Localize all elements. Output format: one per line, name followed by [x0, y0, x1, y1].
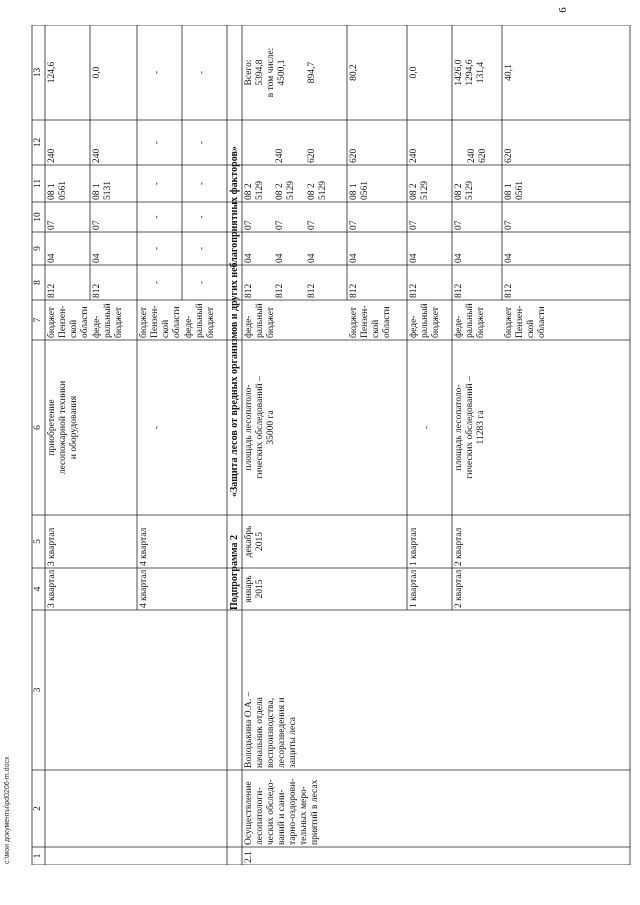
cell-c8: 812: [409, 283, 419, 298]
col-header-13: 13: [33, 67, 43, 78]
cell-c10: 07: [92, 220, 102, 230]
cell-c13: -: [152, 70, 162, 75]
cell-c4: 1 квартал: [409, 569, 419, 608]
col-header-11: 11: [33, 178, 43, 189]
table-grid: [27, 25, 637, 865]
cell-c9: 04: [92, 253, 102, 263]
cell-c4: январь 2015: [244, 575, 265, 603]
cell-c7: бюджет Пензен- ской области: [47, 305, 90, 338]
cell-c8: -: [197, 280, 207, 285]
cell-c12: 620: [504, 148, 514, 163]
col-header-10: 10: [33, 212, 43, 222]
col-header-5: 5: [33, 539, 43, 544]
cell-c8: 812: [47, 283, 57, 298]
cell-c7: бюджет Пензен- ской области: [504, 305, 547, 338]
cell-c13: 40,1: [504, 64, 514, 81]
cell-c12: 240 620: [467, 148, 488, 163]
cell-c7: феде- ральный бюджет: [92, 303, 124, 338]
cell-c6: площадь лесопатоло- гических обследований – 35000 га: [244, 376, 276, 479]
cell-c4: 2 квартал: [454, 569, 464, 608]
cell-c12: -: [197, 140, 207, 145]
cell-c9: 04: [47, 253, 57, 263]
cell-c12: 240: [275, 148, 285, 163]
cell-c10: -: [152, 215, 162, 219]
cell-c9: 04: [307, 253, 317, 263]
cell-c5: 1 квартал: [409, 527, 419, 566]
cell-c13: 80,2: [349, 64, 359, 81]
cell-c10: 07: [504, 220, 514, 230]
responsible-person: Володькина О.А. – начальник отдела воспроизводства, лесоразведения и защиты леса: [244, 691, 298, 768]
cell-c11: 08 2 5129: [454, 181, 475, 200]
cell-c11: 08 1 0561: [504, 181, 525, 200]
col-header-3: 3: [33, 687, 43, 693]
rotated-page: [27, 25, 637, 865]
col-header-9: 9: [33, 246, 43, 251]
cell-c7: феде- ральный бюджет: [454, 303, 486, 338]
cell-c5: декабрь 2015: [244, 525, 265, 558]
cell-c6: приобретение лесопожарной техники и оборудования: [47, 380, 79, 475]
cell-c12: 620: [349, 148, 359, 163]
cell-c8: -: [152, 280, 162, 285]
cell-c12: 240: [92, 148, 102, 163]
cell-c9: -: [152, 246, 162, 251]
cell-c10: -: [197, 215, 207, 219]
cell-c7: бюджет Пензен- ской области: [349, 305, 392, 338]
page-number: 6: [556, 7, 569, 13]
cell-c11: -: [197, 181, 207, 186]
cell-c13: 0,0: [92, 66, 102, 79]
subprogram-label: Подпрограмма 2: [229, 534, 240, 610]
measure-name: Осуществление лесопатологи- ческих обследо- ваний и сани- тарно-оздорови- тельных меро- приятий в лесах: [244, 778, 320, 845]
col-header-4: 4: [33, 586, 43, 592]
cell-c10: 07: [454, 220, 464, 230]
cell-c9: -: [197, 246, 207, 251]
cell-c6: -: [152, 425, 162, 430]
cell-c12: 240: [409, 148, 419, 163]
cell-c12: 240: [47, 148, 57, 163]
cell-c8: 812: [504, 283, 514, 298]
cell-c11: 08 1 5131: [92, 181, 113, 200]
footer-file-path: c:\мои документы\pd0206-m.docx: [4, 756, 11, 864]
cell-c9: 04: [349, 253, 359, 263]
col-header-8: 8: [33, 280, 43, 285]
cell-c4: 4 квартал: [139, 569, 149, 608]
cell-c7: феде- ральный бюджет: [409, 303, 441, 338]
cell-c8: 812: [275, 283, 285, 298]
cell-c13: 124,6: [47, 61, 57, 84]
cell-c8: 812: [349, 283, 359, 298]
cell-c5: 3 квартал: [47, 527, 57, 566]
cell-c13: Всего: 5394,8 в том числе: 4500,1: [244, 47, 287, 98]
cell-c9: 04: [275, 253, 285, 263]
cell-c10: 07: [244, 220, 254, 230]
cell-c8: 812: [92, 283, 102, 298]
col-header-12: 12: [33, 137, 43, 148]
cell-c10: 07: [47, 220, 57, 230]
cell-c7: бюджет Пензен- ской области: [139, 305, 182, 338]
cell-c9: 04: [504, 253, 514, 263]
cell-c13: -: [197, 70, 207, 75]
cell-c13: 894,7: [307, 61, 317, 84]
cell-c11: 08 2 5129: [307, 181, 328, 200]
subprogram-title: «Защита лесов от вредных организмов и других неблагоприятных факторов»: [229, 146, 240, 497]
cell-c5: 2 квартал: [454, 527, 464, 566]
cell-c11: 08 2 5129: [244, 181, 265, 200]
cell-c6: площадь лесопатоло- гических обследований – 11283 га: [454, 376, 486, 479]
cell-c7: феде- ральный бюджет: [184, 303, 216, 338]
cell-c10: 07: [409, 220, 419, 230]
cell-c9: 04: [454, 253, 464, 263]
cell-c11: 08 1 0561: [47, 181, 68, 200]
cell-c11: 08 2 5129: [275, 181, 296, 200]
cell-c10: 07: [275, 220, 285, 230]
cell-c8: 812: [244, 283, 254, 298]
cell-c8: 812: [454, 283, 464, 298]
cell-c11: 08 1 0561: [349, 181, 370, 200]
cell-c12: 620: [307, 148, 317, 163]
col-header-1: 1: [33, 853, 43, 859]
cell-c8: 812: [307, 283, 317, 298]
cell-c12: -: [152, 140, 162, 145]
cell-c6: -: [422, 425, 432, 430]
cell-c4: 3 квартал: [47, 569, 57, 608]
cell-c7: феде- ральный бюджет: [244, 303, 276, 338]
cell-c5: 4 квартал: [139, 527, 149, 566]
row-number: 2.1: [244, 851, 254, 863]
cell-c13: 1426,0 1294,6 131,4: [454, 59, 486, 86]
cell-c10: 07: [307, 220, 317, 230]
cell-c9: 04: [244, 253, 254, 263]
col-header-7: 7: [33, 317, 43, 323]
cell-c10: 07: [349, 220, 359, 230]
cell-c13: 0,0: [409, 66, 419, 79]
col-header-2: 2: [33, 806, 43, 811]
cell-c11: 08 2 5129: [409, 181, 430, 200]
col-header-6: 6: [33, 425, 43, 430]
cell-c11: -: [152, 181, 162, 186]
cell-c9: 04: [409, 253, 419, 263]
